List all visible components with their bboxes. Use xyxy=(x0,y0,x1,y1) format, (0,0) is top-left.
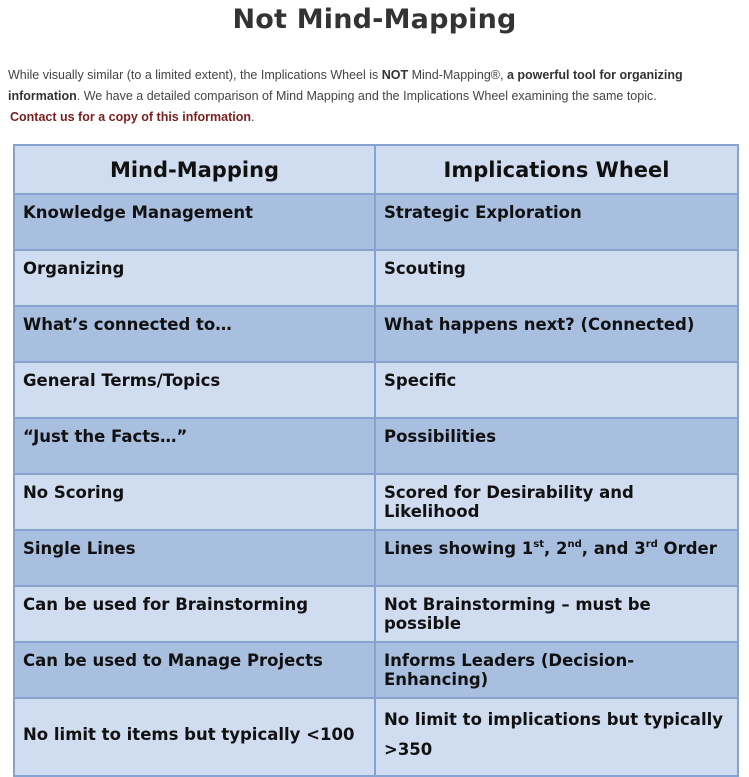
intro-end: . xyxy=(250,109,255,124)
comparison-table xyxy=(13,144,739,777)
table-header-row xyxy=(14,145,738,194)
table-cell: Can be used to Manage Projects xyxy=(14,642,375,698)
order-prefix: Lines showing 1 xyxy=(384,539,534,558)
table-cell-order xyxy=(375,530,738,586)
table-cell: Scouting xyxy=(375,250,738,306)
table-cell: Organizing xyxy=(14,250,375,306)
intro-text-1: While visually similar (to a limited extent), the Implications Wheel is xyxy=(8,67,382,82)
table-cell: No limit to implications but typically >350 xyxy=(375,698,738,776)
order-mid1: , 2 xyxy=(544,539,568,558)
header-implications-wheel: Implications Wheel xyxy=(375,145,738,194)
order-mid2: , and 3 xyxy=(581,539,646,558)
intro-text-2: Mind-Mapping®, xyxy=(408,67,507,82)
table-cell: Not Brainstorming – must be possible xyxy=(375,586,738,642)
table-cell: Informs Leaders (Decision-Enhancing) xyxy=(375,642,738,698)
intro-text-3: . We have a detailed comparison of Mind Mapping and the Implications Wheel examining the same topic. xyxy=(76,88,657,103)
table-cell: No Scoring xyxy=(14,474,375,530)
table-row xyxy=(14,362,738,418)
table-cell: What’s connected to… xyxy=(14,306,375,362)
table-cell: Possibilities xyxy=(375,418,738,474)
table-row xyxy=(14,306,738,362)
table-cell: Strategic Exploration xyxy=(375,194,738,250)
header-mind-mapping: Mind-Mapping xyxy=(14,145,375,194)
intro-bold-phrase: a powerful tool for organizing information xyxy=(8,67,683,103)
table-cell: Specific xyxy=(375,362,738,418)
table-row xyxy=(14,194,738,250)
intro-not: NOT xyxy=(381,67,409,82)
table-cell: Knowledge Management xyxy=(14,194,375,250)
table-row xyxy=(14,530,738,586)
table-row xyxy=(14,250,738,306)
table-cell: What happens next? (Connected) xyxy=(375,306,738,362)
order-sup-rd: rd xyxy=(645,539,658,550)
order-sup-st: st xyxy=(533,539,544,550)
table-row xyxy=(14,586,738,642)
table-cell: No limit to items but typically <100 xyxy=(14,698,375,776)
order-sup-nd: nd xyxy=(567,539,582,550)
table-row xyxy=(14,418,738,474)
table-row xyxy=(14,698,738,776)
order-suffix: Order xyxy=(657,539,717,558)
table-cell: Can be used for Brainstorming xyxy=(14,586,375,642)
table-cell: Single Lines xyxy=(14,530,375,586)
page-title: Not Mind-Mapping xyxy=(232,4,517,35)
contact-link[interactable]: Contact us for a copy of this information xyxy=(10,109,251,124)
table-row xyxy=(14,474,738,530)
intro-paragraph xyxy=(8,65,743,128)
table-cell: Scored for Desirability and Likelihood xyxy=(375,474,738,530)
table-cell: “Just the Facts…” xyxy=(14,418,375,474)
table-row xyxy=(14,642,738,698)
table-cell: General Terms/Topics xyxy=(14,362,375,418)
